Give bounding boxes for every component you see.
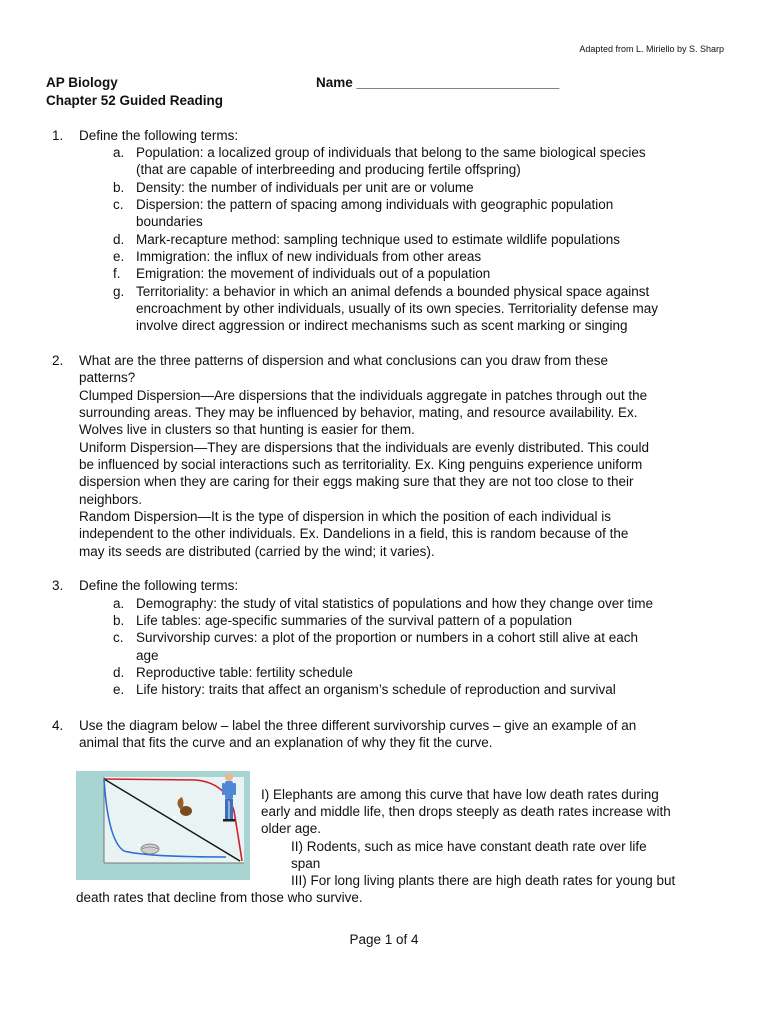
q3-item-line: Life tables: age-specific summaries of the survival pattern of a population	[136, 613, 572, 628]
q1-item-line: (that are capable of interbreeding and producing fertile offspring)	[136, 162, 521, 177]
page-number: Page 1 of 4	[349, 932, 419, 947]
course-title: AP Biology	[46, 75, 118, 90]
answer-type-ii: II) Rodents, such as mice have constant death rate over life	[291, 839, 647, 854]
q3-item-letter: e.	[113, 682, 125, 697]
q3-item-letter: c.	[113, 630, 124, 645]
q2-number: 2.	[52, 353, 64, 368]
q3-prompt: Define the following terms:	[79, 578, 239, 593]
q1-number: 1.	[52, 128, 64, 143]
answer-type-i: I) Elephants are among this curve that have low death rates during	[261, 787, 659, 802]
q3-item-letter: b.	[113, 613, 125, 628]
q2-line: Wolves live in clusters so that hunting is easier for them.	[79, 422, 415, 437]
q2-line: Uniform Dispersion—They are dispersions that the individuals are evenly distributed. This could	[79, 440, 650, 455]
q2-line: be influenced by social interactions such as territoriality. Ex. King penguins experience uniform	[79, 457, 643, 472]
q3-item-letter: d.	[113, 665, 125, 680]
q4-number: 4.	[52, 718, 64, 733]
answer-type-ii-cont: span	[291, 856, 321, 871]
q1-item-letter: d.	[113, 232, 125, 247]
q4-line: Use the diagram below – label the three different survivorship curves – give an example of an	[79, 718, 637, 733]
survivorship-diagram	[76, 771, 250, 880]
name-field-label: Name ___________________________	[316, 75, 560, 90]
q1-item-line: Mark-recapture method: sampling technique used to estimate wildlife populations	[136, 232, 621, 247]
q2-line: What are the three patterns of dispersion and what conclusions can you draw from these	[79, 353, 609, 368]
q1-item-letter: e.	[113, 249, 125, 264]
q1-item-line: Territoriality: a behavior in which an animal defends a bounded physical space against	[136, 284, 650, 299]
q3-item-letter: a.	[113, 596, 125, 611]
answer-type-i-cont: older age.	[261, 821, 322, 836]
q1-item-line: Population: a localized group of individuals that belong to the same biological species	[136, 145, 646, 160]
q1-item-letter: c.	[113, 197, 124, 212]
answer-type-iii-cont: death rates that decline from those who survive.	[76, 890, 363, 905]
q2-line: surrounding areas. They may be influenced by behavior, mating, and resource availability. Ex.	[79, 405, 638, 420]
q3-item-line: Life history: traits that affect an organism’s schedule of reproduction and survival	[136, 682, 616, 697]
q3-item-line: Survivorship curves: a plot of the proportion or numbers in a cohort still alive at each	[136, 630, 638, 645]
q2-line: Clumped Dispersion—Are dispersions that the individuals aggregate in patches through out the	[79, 388, 648, 403]
q1-item-letter: a.	[113, 145, 125, 160]
q1-item-line: Emigration: the movement of individuals out of a population	[136, 266, 491, 281]
answer-type-i-cont: early and middle life, then drops steeply as death rates increase with	[261, 804, 671, 819]
q1-item-line: Density: the number of individuals per unit are or volume	[136, 180, 474, 195]
q2-line: dispersion when they are caring for their eggs making sure that they are not too close to their	[79, 474, 634, 489]
q1-item-letter: b.	[113, 180, 125, 195]
q1-item-line: encroachment by other individuals, usually of its own species. Territoriality defense may	[136, 301, 659, 316]
q1-item-line: Immigration: the influx of new individuals from other areas	[136, 249, 482, 264]
q4-line: animal that fits the curve and an explanation of why they fit the curve.	[79, 735, 493, 750]
q3-item-line: Demography: the study of vital statistics of populations and how they change over time	[136, 596, 654, 611]
q2-line: independent to the other individuals. Ex. Dandelions in a field, this is random because of the	[79, 526, 629, 541]
q1-item-line: boundaries	[136, 214, 203, 229]
q1-item-letter: f.	[113, 266, 121, 281]
q3-number: 3.	[52, 578, 64, 593]
survivorship-curves-graphic	[76, 771, 250, 880]
q2-line: may its seeds are distributed (carried by the wind; it varies).	[79, 544, 435, 559]
q1-prompt: Define the following terms:	[79, 128, 239, 143]
q2-line: Random Dispersion—It is the type of dispersion in which the position of each individual is	[79, 509, 612, 524]
q1-item-letter: g.	[113, 284, 125, 299]
q3-item-line: Reproductive table: fertility schedule	[136, 665, 353, 680]
q1-item-line: Dispersion: the pattern of spacing among individuals with geographic population	[136, 197, 614, 212]
q1-item-line: involve direct aggression or indirect mechanisms such as scent marking or singing	[136, 318, 628, 333]
q3-item-line: age	[136, 648, 159, 663]
chapter-title: Chapter 52 Guided Reading	[46, 93, 224, 108]
answer-type-iii: III) For long living plants there are high death rates for young but	[291, 873, 676, 888]
q2-line: neighbors.	[79, 492, 143, 507]
credit-line: Adapted from L. Miriello by S. Sharp	[579, 44, 724, 54]
q2-line: patterns?	[79, 370, 136, 385]
